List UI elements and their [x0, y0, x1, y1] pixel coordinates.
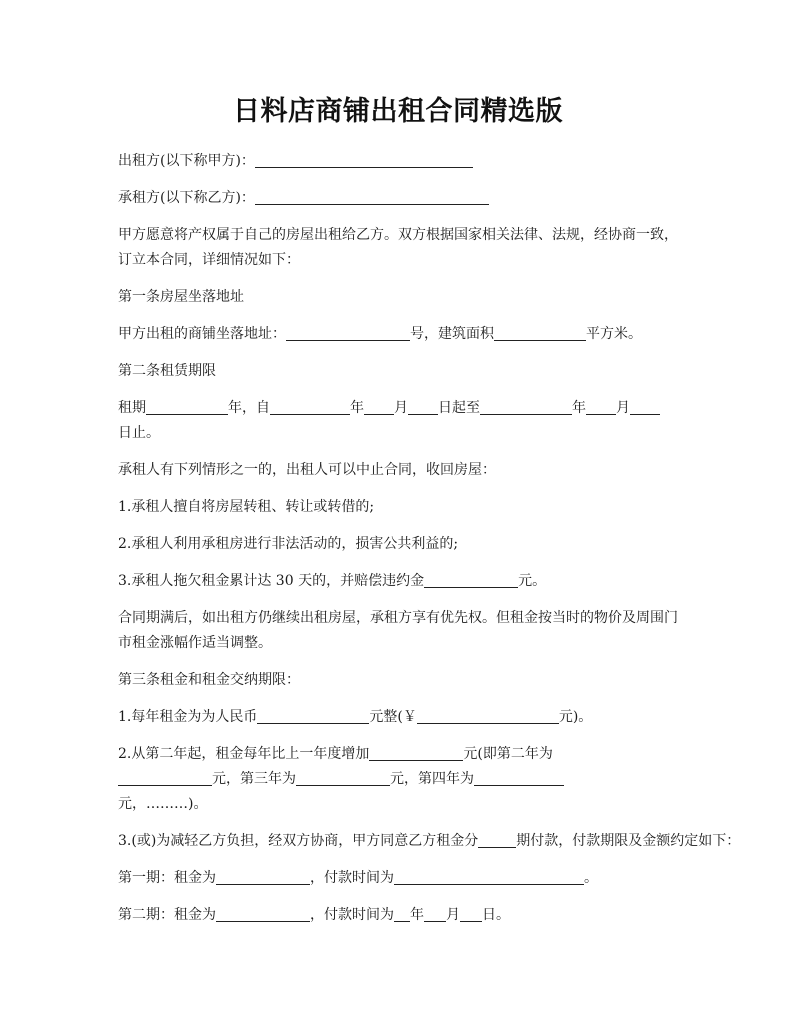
article-1-title: 第一条房屋坐落地址: [118, 289, 244, 305]
rent-2-text: 元，………)。: [118, 796, 208, 812]
renewal-paragraph: 合同期满后，如出租方仍继续出租房屋，承租方享有优先权。但租金按当时的物价及周围门市租金涨幅作适当调整。: [118, 610, 678, 651]
period-2-text: 日。: [482, 907, 510, 923]
rent-item-3: [118, 829, 741, 854]
rent-2-text: 2.从第二年起，租金每年比上一年度增加: [118, 746, 370, 762]
year-4-blank: [474, 768, 564, 786]
lessee-label: 承租方(以下称乙方)：: [118, 190, 255, 206]
term-text: 日止。: [118, 425, 160, 441]
rent-2-text: 元(即第二年为: [463, 746, 553, 762]
term-text: 月: [616, 400, 630, 416]
intro-paragraph: 甲方愿意将产权属于自己的房屋出租给乙方。双方根据国家相关法律、法规，经协商一致，订立本合同，详细情况如下：: [118, 227, 678, 268]
period-1-date-blank: [394, 867, 584, 885]
article-3-title: 第三条租金和租金交纳期限：: [118, 672, 300, 688]
period-2-year-blank: [394, 904, 410, 922]
terminate-item-2: 2.承租人利用承租房进行非法活动的，损害公共利益的;: [118, 536, 459, 552]
item-3-unit: 元。: [518, 573, 547, 589]
rent-1-text: 元)。: [558, 709, 593, 725]
end-day-blank: [630, 397, 660, 415]
end-month-blank: [586, 397, 616, 415]
address-blank: [286, 323, 410, 341]
period-2-month-blank: [424, 904, 446, 922]
start-month-blank: [364, 397, 394, 415]
period-2-text: ，付款时间为: [310, 907, 394, 923]
installments-blank: [478, 830, 516, 848]
area-blank: [494, 323, 586, 341]
period-2-text: 月: [446, 907, 460, 923]
rent-1-text: 1.每年租金为为人民币: [118, 709, 258, 725]
terminate-intro: 承租人有下列情形之一的，出租人可以中止合同，收回房屋：: [118, 462, 496, 478]
rent-3-text: 期付款，付款期限及金额约定如下：: [516, 833, 741, 849]
term-text: 年: [350, 400, 364, 416]
address-label: 甲方出租的商铺坐落地址：: [118, 326, 286, 342]
rent-3-text: 3.(或)为减轻乙方负担，经双方协商，甲方同意乙方租金分: [118, 833, 479, 849]
area-unit: 平方米。: [586, 326, 642, 342]
document-title: 日料店商铺出租合同精选版: [233, 96, 563, 127]
term-text: 月: [394, 400, 408, 416]
period-2-amount-blank: [216, 904, 310, 922]
item-3-text: 3.承租人拖欠租金累计达 30 天的，并赔偿违约金: [118, 573, 425, 589]
area-label: 号，建筑面积: [410, 326, 494, 342]
rent-item-2: [118, 742, 686, 817]
lessee-line: [118, 186, 686, 211]
annual-rent-blank: [257, 706, 369, 724]
rent-2-text: 元，第四年为: [390, 771, 474, 787]
penalty-blank: [424, 570, 518, 588]
period-1-amount-blank: [216, 867, 310, 885]
term-text: 年: [572, 400, 586, 416]
address-line: [118, 322, 686, 347]
period-2-day-blank: [460, 904, 482, 922]
lessee-blank: [255, 187, 489, 205]
term-label: 租期: [118, 400, 146, 416]
term-text: 年，自: [228, 400, 270, 416]
start-year-blank: [270, 397, 350, 415]
year-2-blank: [118, 768, 212, 786]
rent-item-1: [118, 705, 686, 730]
term-line: [118, 396, 686, 446]
rent-1-text: 元整(￥: [369, 709, 417, 725]
start-day-blank: [408, 397, 438, 415]
period-1-text: 。: [584, 870, 598, 886]
annual-rent-digits-blank: [417, 706, 559, 724]
terminate-item-3: [118, 569, 686, 594]
period-1-text: 第一期：租金为: [118, 870, 216, 886]
term-text: 日起至: [438, 400, 480, 416]
terminate-item-1: 1.承租人擅自将房屋转租、转让或转借的;: [118, 499, 375, 515]
article-2-title: 第二条租赁期限: [118, 363, 216, 379]
lessor-blank: [255, 150, 473, 168]
installment-1: [118, 866, 686, 891]
end-year-blank: [480, 397, 572, 415]
year-3-blank: [296, 768, 390, 786]
period-2-text: 第二期：租金为: [118, 907, 216, 923]
period-1-text: ，付款时间为: [310, 870, 394, 886]
lessor-line: [118, 149, 686, 174]
installment-2: [118, 903, 686, 928]
period-2-text: 年: [410, 907, 424, 923]
term-years-blank: [146, 397, 228, 415]
lessor-label: 出租方(以下称甲方)：: [118, 153, 255, 169]
rent-2-text: 元，第三年为: [212, 771, 296, 787]
increase-blank: [369, 743, 463, 761]
document-body: [118, 149, 741, 940]
